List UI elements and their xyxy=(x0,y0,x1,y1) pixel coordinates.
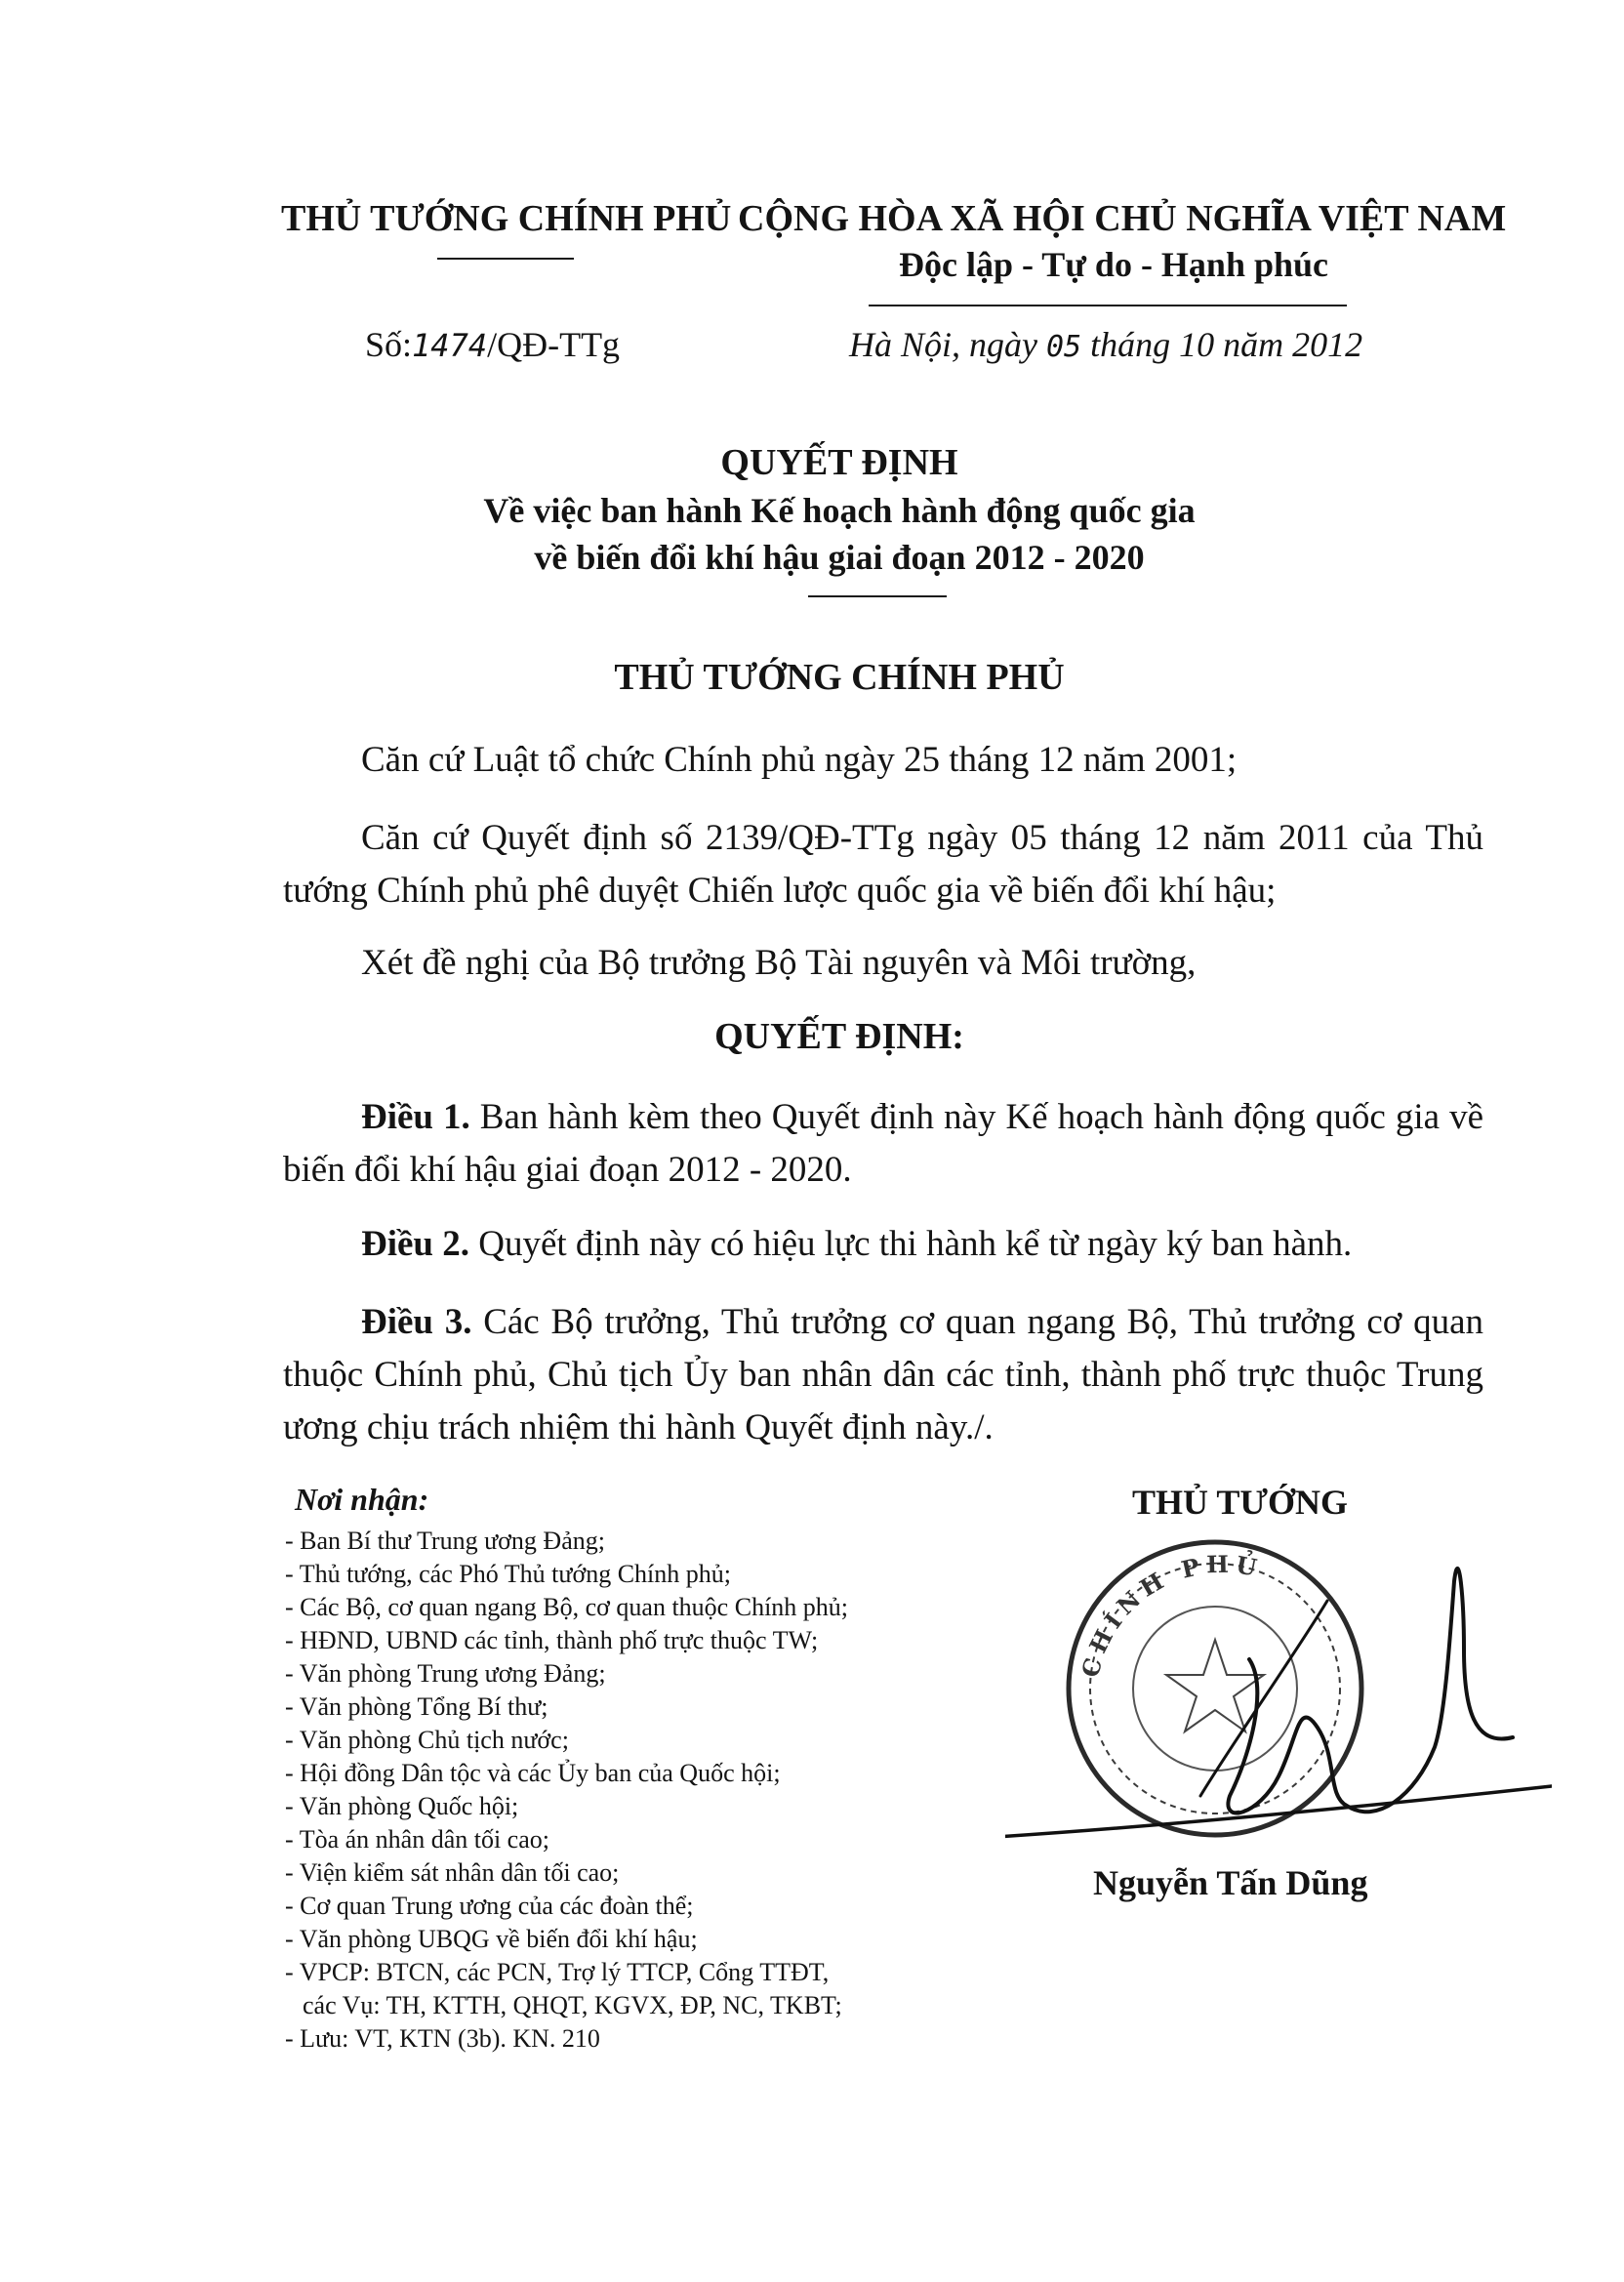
recipient-item: - Văn phòng Quốc hội; xyxy=(285,1792,519,1820)
article-2 xyxy=(283,1218,1483,1271)
preamble-3-text: Xét đề nghị của Bộ trưởng Bộ Tài nguyên và Môi trường, xyxy=(361,943,1197,983)
preamble-2 xyxy=(283,812,1483,917)
decision-heading: QUYẾT ĐỊNH: xyxy=(714,1016,964,1057)
official-seal-and-signature xyxy=(1005,1503,1552,1874)
seal-icon xyxy=(1005,1503,1552,1874)
article-1 xyxy=(283,1091,1483,1197)
recipient-item: - Viện kiểm sát nhân dân tối cao; xyxy=(285,1858,620,1887)
svg-text:CHÍNH PHỦ xyxy=(1076,1547,1265,1680)
preamble-1-text: Căn cứ Luật tổ chức Chính phủ ngày 25 tháng 12 năm 2001; xyxy=(361,740,1238,780)
document-number-suffix: /QĐ-TTg xyxy=(487,325,621,364)
document-number xyxy=(365,324,620,365)
recipients-title: Nơi nhận: xyxy=(295,1482,429,1517)
document-date xyxy=(849,324,1362,365)
article-3-text: Các Bộ trưởng, Thủ trưởng cơ quan ngang Bộ, Thủ trưởng cơ quan thuộc Chính phủ, Chủ tịch Ủy ban nhân dân các tỉnh, thành phố trực thuộc Trung ương chịu trách nhiệm thi hành Quyết định này./. xyxy=(283,1302,1484,1447)
document-number-value: 1474 xyxy=(412,327,488,364)
article-3 xyxy=(283,1296,1483,1454)
issuer-name: THỦ TƯỚNG CHÍNH PHỦ xyxy=(281,198,732,239)
signer-name: Nguyễn Tấn Dũng xyxy=(1093,1863,1368,1902)
signer-title: THỦ TƯỚNG xyxy=(1132,1483,1349,1522)
issuer-underline xyxy=(437,258,574,260)
recipient-item: - HĐND, UBND các tỉnh, thành phố trực thuộc TW; xyxy=(285,1626,819,1654)
recipient-item: - Thủ tướng, các Phó Thủ tướng Chính phủ; xyxy=(285,1560,731,1588)
recipient-item: - VPCP: BTCN, các PCN, Trợ lý TTCP, Cổng TTĐT, xyxy=(285,1958,830,1986)
article-3-label: Điều 3. xyxy=(361,1302,472,1342)
article-1-text: Ban hành kèm theo Quyết định này Kế hoạch hành động quốc gia về biến đổi khí hậu giai đoạn 2012 - 2020. xyxy=(283,1097,1483,1190)
preamble-1 xyxy=(283,734,1483,787)
document-subtitle-line2: về biến đổi khí hậu giai đoạn 2012 - 2020 xyxy=(534,538,1145,577)
date-day: 05 xyxy=(1046,330,1082,364)
recipient-item: - Văn phòng Trung ương Đảng; xyxy=(285,1659,606,1688)
document-title: QUYẾT ĐỊNH xyxy=(720,442,958,483)
seal-text: CHÍNH PHỦ xyxy=(1076,1549,1266,1681)
document-number-prefix: Số: xyxy=(365,325,413,364)
article-1-label: Điều 1. xyxy=(361,1097,470,1137)
recipient-item: - Ban Bí thư Trung ương Đảng; xyxy=(285,1527,605,1555)
motto-underline xyxy=(869,305,1347,306)
title-underline xyxy=(808,595,947,597)
recipient-item: - Tòa án nhân dân tối cao; xyxy=(285,1825,549,1854)
recipient-item: các Vụ: TH, KTTH, QHQT, KGVX, ĐP, NC, TKBT; xyxy=(303,1991,842,2019)
recipient-item: - Văn phòng Chủ tịch nước; xyxy=(285,1726,569,1754)
recipient-item: - Văn phòng Tổng Bí thư; xyxy=(285,1692,548,1721)
recipient-item: - Các Bộ, cơ quan ngang Bộ, cơ quan thuộc Chính phủ; xyxy=(285,1593,849,1621)
article-2-text: Quyết định này có hiệu lực thi hành kể từ ngày ký ban hành. xyxy=(469,1224,1353,1264)
preamble-3 xyxy=(283,937,1483,990)
recipient-item: - Hội đồng Dân tộc và các Ủy ban của Quốc hội; xyxy=(285,1759,781,1787)
document-subtitle-line1: Về việc ban hành Kế hoạch hành động quốc gia xyxy=(483,491,1196,530)
country-name: CỘNG HÒA XÃ HỘI CHỦ NGHĨA VIỆT NAM xyxy=(738,198,1507,239)
national-motto: Độc lập - Tự do - Hạnh phúc xyxy=(898,245,1329,284)
authority-heading: THỦ TƯỚNG CHÍNH PHỦ xyxy=(614,657,1065,698)
preamble-2-text: Căn cứ Quyết định số 2139/QĐ-TTg ngày 05 tháng 12 năm 2011 của Thủ tướng Chính phủ phê duyệt Chiến lược quốc gia về biến đổi khí hậu; xyxy=(283,818,1483,911)
recipient-item: - Cơ quan Trung ương của các đoàn thể; xyxy=(285,1892,694,1920)
date-suffix: tháng 10 năm 2012 xyxy=(1081,325,1363,364)
recipient-item: - Lưu: VT, KTN (3b). KN. 210 xyxy=(285,2024,600,2053)
article-2-label: Điều 2. xyxy=(361,1224,469,1264)
recipient-item: - Văn phòng UBQG về biến đổi khí hậu; xyxy=(285,1925,698,1953)
date-prefix: Hà Nội, ngày xyxy=(849,325,1046,364)
